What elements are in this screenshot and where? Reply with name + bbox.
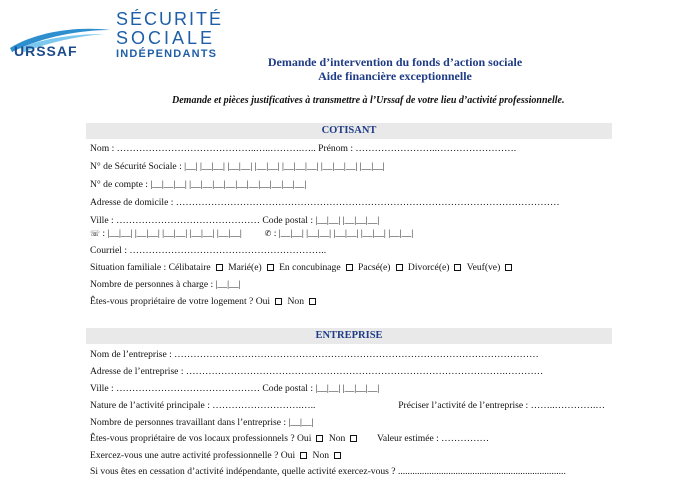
phone-field[interactable]: : |__|__| |__|__| |__|__| |__|__| |__|__| [100, 228, 242, 239]
celibataire-checkbox[interactable] [216, 264, 223, 271]
premises-owner-label: Êtes-vous propriétaire de vos locaux professionnels ? Oui [90, 433, 312, 444]
option-veuf-label: Veuf(ve) [466, 262, 501, 273]
other-activity-non-label: Non [312, 450, 330, 461]
main-activity-field[interactable]: Nature de l’activité principale : ……………………….….. [90, 400, 316, 411]
veuf-checkbox[interactable] [505, 264, 512, 271]
activity-row [90, 400, 605, 412]
family-situation-label: Situation familiale : Célibataire [90, 262, 211, 273]
section-header-cotisant: COTISANT [86, 123, 612, 139]
company-name-field[interactable]: Nom de l’entreprise : …………………………………………………………………………………………………… [90, 349, 539, 360]
other-activity-row [90, 450, 344, 462]
email-field[interactable]: Courriel : …………………………………………………….. [90, 245, 327, 256]
housing-oui-checkbox[interactable] [275, 298, 282, 305]
urssaf-logo-text: URSSAF [14, 43, 78, 59]
other-activity-label: Exercez-vous une autre activité professionnelle ? Oui [90, 450, 296, 461]
other-activity-non-checkbox[interactable] [334, 452, 341, 459]
concubinage-checkbox[interactable] [346, 264, 353, 271]
employees-field[interactable]: Nombre de personnes travaillant dans l’entreprise : |__|__| [90, 417, 314, 428]
other-activity-oui-checkbox[interactable] [300, 452, 307, 459]
divorce-checkbox[interactable] [454, 264, 461, 271]
secu-number-field[interactable]: N° de Sécurité Sociale : |__| |__|__| |__|__| |__|__| |__|__|__| |__|__|__| |__|__| [90, 161, 385, 172]
premises-owner-row [90, 433, 489, 445]
option-divorce-label: Divorcé(e) [407, 262, 450, 273]
phone-row [90, 228, 413, 240]
company-city-postcode-field[interactable]: Ville : ……………………………………… Code postal : |__|__| |__|__|__| [90, 383, 380, 394]
document-title: Demande d’intervention du fonds d’action sociale [267, 55, 523, 69]
premises-non-checkbox[interactable] [350, 435, 357, 442]
secu-logo [116, 10, 223, 61]
cessation-activity-field[interactable]: Si vous êtes en cessation d’activité indépendante, quelle activité exercez-vous ? ...................................................................... [90, 466, 566, 477]
housing-owner-label: Êtes-vous propriétaire de votre logement ? Oui [90, 296, 271, 307]
home-address-field[interactable]: Adresse de domicile : ………………………………………………………………………………………………………… [90, 197, 560, 208]
section-header-entreprise: ENTREPRISE [86, 328, 612, 344]
phone-icon: ☏ [90, 229, 101, 238]
pacse-checkbox[interactable] [396, 264, 403, 271]
housing-owner-row [90, 296, 319, 308]
activity-detail-field[interactable]: Préciser l’activité de l’entreprise : ……..………….… [398, 400, 605, 411]
option-concubinage-label: En concubinage [279, 262, 341, 273]
family-situation-row [90, 262, 515, 274]
dependents-field[interactable]: Nombre de personnes à charge : |__|__| [90, 279, 241, 290]
instructions-text: Demande et pièces justificatives à transmettre à l’Urssaf de votre lieu d’activité professionnelle. [172, 95, 565, 106]
city-postcode-field[interactable]: Ville : ……………………………………… Code postal : |__|__| |__|__|__| [90, 215, 380, 226]
secu-logo-line3: INDÉPENDANTS [116, 48, 218, 60]
company-address-field[interactable]: Adresse de l’entreprise : ……………………………………………………………………………………….………… [90, 366, 544, 377]
mobile-phone-icon: ✆ [264, 229, 272, 238]
premises-non-label: Non [328, 433, 346, 444]
nom-prenom-field[interactable]: Nom : ……………………………………..…..……….….. Prénom : ……………………..……………………. [90, 143, 517, 154]
option-marie-label: Marié(e) [228, 262, 262, 273]
secu-logo-line1: SÉCURITÉ [116, 9, 224, 29]
housing-non-checkbox[interactable] [309, 298, 316, 305]
marie-checkbox[interactable] [267, 264, 274, 271]
mobile-field[interactable]: : |__|__| |__|__| |__|__| |__|__| |__|__| [271, 228, 414, 239]
document-subtitle-title: Aide financière exceptionnelle [318, 69, 472, 83]
estimated-value-field[interactable]: Valeur estimée : …………… [376, 433, 490, 444]
secu-logo-line2: SOCIALE [116, 28, 216, 48]
logo-block [6, 9, 224, 70]
housing-non-label: Non [287, 296, 305, 307]
option-pacse-label: Pacsé(e) [358, 262, 391, 273]
premises-oui-checkbox[interactable] [316, 435, 323, 442]
account-number-field[interactable]: N° de compte : |__|__|__| |__|__|__|__|__|__|__|__|__|__| [90, 179, 307, 190]
